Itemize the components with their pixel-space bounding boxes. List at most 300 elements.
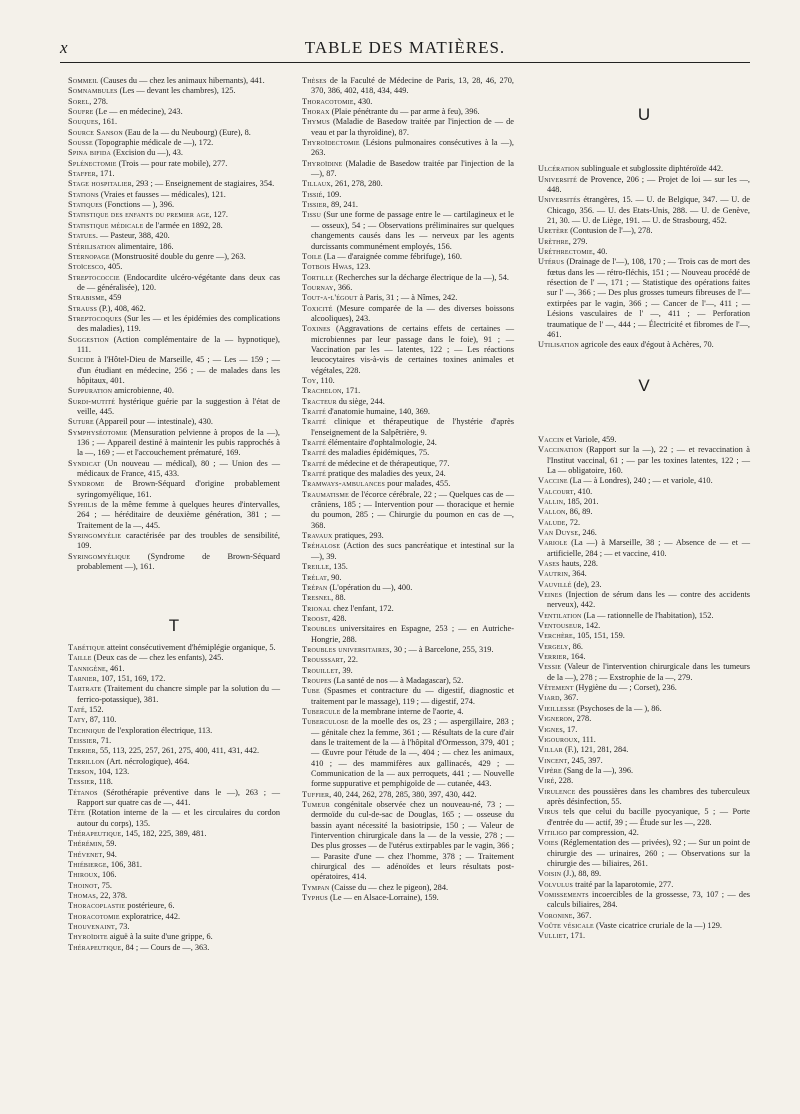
index-entry bbox=[68, 76, 280, 86]
entry-text: (Sur les — et les épidémies des complications des maladies), 119. bbox=[77, 313, 280, 334]
entry-text: (Sérothérapie préventive dans le —), 263 ; — Rapport sur quatre cas de —, 441. bbox=[77, 787, 280, 807]
entry-heading: Traité bbox=[302, 458, 326, 468]
index-entry bbox=[538, 580, 750, 590]
entry-heading: Sousse bbox=[68, 138, 93, 148]
entry-heading: Ulcération bbox=[538, 164, 580, 174]
index-entry bbox=[538, 611, 750, 621]
entry-heading: Universités bbox=[538, 195, 581, 205]
entry-text: (Topographie médicale de —), 172. bbox=[92, 138, 214, 148]
entry-heading: Toxines bbox=[302, 324, 331, 334]
entry-heading: Terson bbox=[68, 766, 94, 776]
entry-heading: Thiébierge bbox=[68, 860, 107, 870]
entry-text: de la moelle des os, 23 ; — aspergillaire, 283 ; — génitale chez la femme, 361 ; — Résultats de la cure d'air dans le traitement de la — à l'hôpital d'Ormesson, 379, 401 ; — Œuvre pour l'étude de la —, 404 ; — chez les animaux, 410 ; — des mammifères aux gallinacés, 429 ; — Communication de la — aux perroquets, 441 ; — Nouvelle forme suppurative et pemphigoïde de — cutanée, 443. bbox=[311, 717, 514, 789]
index-entry bbox=[538, 735, 750, 745]
index-entry bbox=[302, 293, 514, 303]
index-entry bbox=[68, 500, 280, 531]
index-entry bbox=[538, 704, 750, 714]
index-entry bbox=[68, 293, 280, 303]
entry-text: (Hygiène du — ; Corset), 236. bbox=[573, 683, 677, 693]
entry-text: pratique des maladies des yeux, 24. bbox=[325, 469, 446, 479]
index-entry bbox=[68, 242, 280, 252]
entry-heading: Trélat bbox=[302, 572, 327, 582]
entry-heading: Statues bbox=[68, 231, 96, 241]
entry-text: de Provence, 206 ; — Projet de loi — sur les —, 448. bbox=[547, 174, 750, 195]
index-entry bbox=[302, 397, 514, 407]
entry-heading: Surdi-mutité bbox=[68, 396, 116, 406]
index-column-1 bbox=[68, 76, 280, 953]
index-entry bbox=[538, 828, 750, 838]
entry-heading: Urèthre bbox=[538, 236, 569, 246]
entry-heading: Tréhalose bbox=[302, 541, 341, 551]
entry-text: de la membrane interne de l'aorte, 4. bbox=[340, 706, 464, 716]
index-column-2 bbox=[302, 76, 514, 904]
entry-heading: Vergely bbox=[538, 641, 569, 651]
entry-text: , 366. bbox=[333, 282, 353, 292]
entry-heading: Thymus bbox=[302, 117, 330, 127]
entry-text: , 428. bbox=[327, 613, 347, 623]
index-entry bbox=[538, 911, 750, 921]
entry-heading: Terrillon bbox=[68, 756, 105, 766]
index-entry bbox=[302, 200, 514, 210]
index-entry bbox=[68, 901, 280, 911]
index-entry bbox=[538, 683, 750, 693]
entry-heading: Trachelon bbox=[302, 386, 342, 396]
entry-text: , 367. bbox=[572, 910, 592, 920]
index-entry bbox=[302, 448, 514, 458]
entry-heading: Taty bbox=[68, 715, 86, 725]
entry-text: , 127. bbox=[209, 210, 228, 220]
index-entry bbox=[538, 340, 750, 350]
entry-heading: Vigouroux bbox=[538, 734, 578, 744]
entry-text: tels que celui du bacille pyocyanique, 5 ; — Porte d'entrée du — actif, 39 ; — Étude sur les —, 228. bbox=[547, 807, 750, 827]
entry-text: (Action complémentaire de la — hypnotique), 111. bbox=[77, 334, 280, 354]
index-entry bbox=[538, 237, 750, 247]
entry-text: , 109. bbox=[322, 189, 342, 199]
entry-text: (F.), 121, 281, 284. bbox=[562, 745, 629, 755]
entry-text: , 22, 378. bbox=[95, 891, 128, 901]
entry-text: des poussières dans les chambres des tuberculeux après désinfection, 55. bbox=[547, 786, 750, 806]
entry-heading: Veines bbox=[538, 590, 563, 600]
index-entry bbox=[538, 931, 750, 941]
entry-heading: Syringomyélique bbox=[68, 551, 131, 561]
entry-heading: Verchère bbox=[538, 631, 573, 641]
entry-text: . — Pasteur, 388, 420. bbox=[95, 231, 170, 241]
index-entry bbox=[302, 386, 514, 396]
entry-heading: Strauss bbox=[68, 303, 98, 313]
entry-text: , 246. bbox=[578, 527, 597, 537]
index-entry bbox=[302, 593, 514, 603]
index-entry bbox=[68, 757, 280, 767]
entry-heading: Ventilation bbox=[538, 610, 582, 620]
index-entry bbox=[68, 386, 280, 396]
entry-heading: Thévenet bbox=[68, 849, 103, 859]
entry-text: (de), 23. bbox=[571, 579, 602, 589]
index-entry bbox=[68, 746, 280, 756]
entry-text: , 39. bbox=[338, 665, 353, 675]
index-entry bbox=[302, 304, 514, 325]
index-entry bbox=[538, 195, 750, 226]
entry-heading: Toile bbox=[302, 251, 322, 261]
index-entry bbox=[302, 800, 514, 883]
index-entry bbox=[68, 210, 280, 220]
index-entry bbox=[68, 117, 280, 127]
index-entry bbox=[538, 507, 750, 517]
entry-heading: Vallon bbox=[538, 507, 566, 517]
entry-heading: Thoinot bbox=[68, 880, 98, 890]
index-entry bbox=[68, 397, 280, 418]
entry-text: (Sur une forme de passage entre le — cartilagineux et le — osseux), 54 ; — Observations préliminaires sur quelques changements causés dans les — nerveux par les agents durcissants communément employés, 156. bbox=[311, 210, 514, 251]
index-entry bbox=[302, 417, 514, 438]
entry-text: (Mesure comparée de la — des diverses boissons alcooliques), 243. bbox=[311, 303, 514, 323]
entry-heading: Thérapeutique bbox=[68, 829, 122, 839]
entry-text: , 461. bbox=[105, 663, 125, 673]
entry-text: (Excision du —), 43. bbox=[111, 148, 183, 158]
entry-heading: Technique bbox=[68, 725, 106, 735]
entry-text: postérieure, 6. bbox=[125, 901, 175, 911]
index-entry bbox=[302, 76, 514, 97]
entry-heading: Syphilis bbox=[68, 500, 98, 510]
entry-heading: Utilisation bbox=[538, 340, 579, 350]
entry-text: , 110. bbox=[316, 375, 335, 385]
entry-text: , 86. bbox=[568, 641, 583, 651]
entry-heading: Troubles bbox=[302, 624, 337, 634]
entry-heading: Vignes bbox=[538, 724, 563, 734]
entry-heading: Ventouseur bbox=[538, 621, 582, 631]
entry-text: de Brown-Séquard d'origine probablement syringomyélique, 161. bbox=[77, 479, 280, 499]
index-entry bbox=[538, 807, 750, 828]
entry-text: , 40. bbox=[592, 247, 608, 257]
index-entry bbox=[538, 590, 750, 611]
entry-heading: Stérilisation bbox=[68, 241, 116, 251]
index-entry bbox=[538, 528, 750, 538]
index-entry bbox=[302, 686, 514, 707]
entry-text: (L'opération du —), 400. bbox=[327, 582, 413, 592]
index-entry bbox=[538, 247, 750, 257]
entry-heading: Voûte vésicale bbox=[538, 921, 594, 931]
entry-text: (Causes du — chez les animaux hibernants), 441. bbox=[98, 76, 265, 85]
index-entry bbox=[68, 314, 280, 335]
entry-text: , 164. bbox=[566, 652, 586, 662]
index-entry bbox=[68, 459, 280, 480]
entry-heading: Traité bbox=[302, 469, 326, 479]
index-entry bbox=[302, 624, 514, 645]
index-entry bbox=[302, 717, 514, 789]
index-entry bbox=[68, 531, 280, 552]
entry-text: , 171. bbox=[566, 931, 586, 941]
index-entry bbox=[302, 541, 514, 562]
index-entry bbox=[68, 107, 280, 117]
entry-heading: Troupes bbox=[302, 675, 332, 685]
entry-heading: Stations bbox=[68, 189, 99, 199]
index-entry bbox=[302, 562, 514, 572]
entry-text: , 405. bbox=[103, 262, 123, 272]
index-entry bbox=[302, 159, 514, 180]
index-entry bbox=[302, 490, 514, 531]
index-entry bbox=[68, 664, 280, 674]
entry-text: et Variole, 459. bbox=[563, 434, 617, 444]
entry-text: , 30 ; — à Barcelone, 255, 319. bbox=[389, 644, 494, 654]
entry-heading: Voisin bbox=[538, 869, 562, 879]
index-entry bbox=[302, 790, 514, 800]
entry-heading: Thoracotomie bbox=[302, 96, 354, 106]
entry-heading: Soufre bbox=[68, 107, 94, 117]
entry-text: (Rotation interne de la — et les circulaires du cordon autour du corps), 135. bbox=[77, 808, 280, 828]
entry-heading: Thomas bbox=[68, 891, 96, 901]
index-entry bbox=[538, 631, 750, 641]
entry-text: (Valeur de l'intervention chirurgicale dans les tumeurs de la —), 278 ; — Exstrophie de la —, 279. bbox=[547, 662, 750, 682]
entry-text: (Drainage de l'—), 108, 170 ; — Trois cas de mort des fœtus dans les — rétro-fléchis, 151 ; — Nouveau procédé de résection de l' —, 171 ; — Statistique des opérations faites sur l' —, 366 ; — Des plus grosses tumeurs fibreuses de l'— extirpées par le vagin, 366 ; — Cancer de l'—, 411 ; — Lésions vasculaires de l' —, 411 ; — Perforation traumatique de l' —, 444 ; — Électricité et fibromes de l'—, 461. bbox=[547, 257, 750, 339]
index-entry bbox=[538, 869, 750, 879]
entry-text: , 72. bbox=[565, 517, 581, 527]
entry-text: , 123. bbox=[351, 262, 371, 272]
entry-text: (Les — devant les chambres), 125. bbox=[117, 86, 236, 96]
index-entry bbox=[68, 179, 280, 189]
index-entry bbox=[538, 445, 750, 476]
entry-heading: Vaccine bbox=[538, 476, 568, 486]
entry-text: (Monstruosité double du genre —), 263. bbox=[109, 251, 246, 261]
entry-heading: Streptocoques bbox=[68, 313, 122, 323]
entry-text: (Rapport sur la —), 22 ; — et revaccination à l'Institut vaccinal, 61 ; — par les toxines latentes, 122 ; — La — obligatoire, 160. bbox=[547, 445, 750, 475]
entry-text: (Art. nécrologique), 464. bbox=[104, 756, 190, 766]
index-entry bbox=[538, 890, 750, 911]
index-entry bbox=[68, 674, 280, 684]
entry-heading: Traité bbox=[302, 407, 326, 416]
entry-heading: Thérapeutique bbox=[68, 942, 122, 952]
index-entry bbox=[68, 788, 280, 809]
entry-text: élémentaire d'ophtalmologie, 24. bbox=[325, 438, 437, 448]
entry-text: hystérique guérie par la suggestion à l'état de veille, 445. bbox=[77, 396, 280, 416]
entry-heading: Traité bbox=[302, 417, 326, 427]
index-entry bbox=[302, 262, 514, 272]
index-entry bbox=[538, 714, 750, 724]
entry-text: (Action des sucs pancréatique et intestinal sur la —), 39. bbox=[311, 541, 514, 561]
entry-text: , 261, 278, 280. bbox=[330, 179, 383, 189]
entry-heading: Tarnier bbox=[68, 673, 97, 683]
entry-text: (Vraies et fausses — médicales), 121. bbox=[98, 189, 226, 199]
index-entry bbox=[68, 304, 280, 314]
entry-text: (Mensuration pelvienne à propos de la —), 136 ; — Appareil destiné à maintenir les pubis rapprochés à la —, 169 ; — et l'accouchement prématuré, 169. bbox=[77, 427, 280, 458]
entry-text: (Endocardite ulcéro-végétante dans deux cas de — généralisée), 120. bbox=[77, 272, 280, 292]
entry-heading: Suicide bbox=[68, 355, 95, 365]
entry-text: (Eau de la — du Neubourg) (Eure), 8. bbox=[122, 127, 251, 137]
index-entry bbox=[538, 487, 750, 497]
entry-text: (Maladie de Basedow traitée par l'injection de la —), 87. bbox=[311, 158, 514, 179]
entry-text: amicrobienne, 40. bbox=[112, 386, 174, 396]
entry-text: , 228. bbox=[554, 776, 574, 786]
entry-heading: Taté bbox=[68, 704, 85, 714]
entry-heading: Thyroïdite bbox=[68, 932, 108, 942]
entry-text: chez l'enfant, 172. bbox=[331, 603, 394, 613]
entry-heading: Voies bbox=[538, 838, 559, 848]
entry-heading: Vipère bbox=[538, 765, 562, 775]
entry-heading: Spina bifida bbox=[68, 148, 112, 158]
index-entry bbox=[302, 573, 514, 583]
entry-heading: Traité bbox=[302, 438, 326, 448]
entry-text: universitaires en Espagne, 253 ; — en Autriche-Hongrie, 288. bbox=[311, 624, 514, 644]
entry-heading: Syringomyélie bbox=[68, 531, 122, 541]
entry-text: hauts, 228. bbox=[559, 559, 598, 568]
entry-text: (La — à Londres), 240 ; — et variole, 410. bbox=[567, 476, 713, 486]
index-entry bbox=[68, 552, 280, 573]
entry-heading: Vêtement bbox=[538, 683, 574, 693]
entry-heading: Vessie bbox=[538, 662, 562, 672]
entry-heading: Tétanos bbox=[68, 787, 98, 797]
index-entry bbox=[68, 221, 280, 231]
index-entry bbox=[302, 604, 514, 614]
entry-heading: Vigneron bbox=[538, 714, 573, 724]
entry-text: (Plaie pénétrante du — par arme à feu), 396. bbox=[329, 107, 480, 117]
entry-text: du siège, 244. bbox=[336, 396, 385, 406]
entry-text: (Lésions pulmonaires consécutives à la —), 263. bbox=[311, 138, 514, 158]
entry-heading: Tympan bbox=[302, 882, 330, 892]
entry-text: , 161. bbox=[98, 117, 118, 127]
entry-text: exploratrice, 442. bbox=[119, 911, 181, 921]
entry-heading: Troubles universitaires bbox=[302, 644, 390, 654]
index-entry bbox=[302, 645, 514, 655]
entry-text: , 135. bbox=[329, 562, 348, 572]
index-entry bbox=[68, 428, 280, 459]
index-entry bbox=[302, 666, 514, 676]
entry-text: , 185, 201. bbox=[563, 496, 599, 506]
entry-text: , 293 ; — Enseignement de stagiaires, 354. bbox=[131, 179, 275, 189]
entry-text: , 17. bbox=[562, 724, 578, 734]
entry-heading: Stage hospitalier bbox=[68, 179, 132, 189]
entry-text: , 142. bbox=[581, 621, 601, 631]
index-column-3 bbox=[538, 76, 750, 942]
entry-text: (Maladie de Basedow traitée par l'injection de — de veau et par la thyroïdine), 87. bbox=[311, 117, 514, 137]
entry-heading: Syndicat bbox=[68, 458, 101, 468]
entry-heading: Strabisme bbox=[68, 293, 105, 303]
index-entry bbox=[538, 435, 750, 445]
entry-heading: Variole bbox=[538, 538, 568, 548]
entry-heading: Trouillet bbox=[302, 665, 339, 675]
entry-text: de médecine et de thérapeutique, 77. bbox=[325, 458, 450, 468]
index-entry bbox=[68, 715, 280, 725]
index-entry bbox=[538, 776, 750, 786]
index-entry bbox=[68, 684, 280, 705]
index-entry bbox=[538, 652, 750, 662]
entry-text: aiguë à la suite d'une grippe, 6. bbox=[107, 932, 213, 942]
index-entry bbox=[538, 559, 750, 569]
index-entry bbox=[302, 252, 514, 262]
index-entry bbox=[302, 283, 514, 293]
index-entry bbox=[538, 745, 750, 755]
index-entry bbox=[538, 621, 750, 631]
index-entry bbox=[302, 614, 514, 624]
entry-heading: Thorax bbox=[302, 107, 330, 117]
entry-heading: Tartrate bbox=[68, 684, 102, 694]
entry-heading: Tracteur bbox=[302, 396, 337, 406]
entry-heading: Suppuration bbox=[68, 386, 113, 396]
entry-text: , 40, 244, 262, 278, 285, 380, 397, 430, 442. bbox=[329, 789, 477, 799]
index-entry bbox=[302, 324, 514, 376]
entry-text: (Trois — pour rate mobile), 277. bbox=[116, 158, 228, 168]
entry-text: , 90. bbox=[326, 572, 342, 582]
entry-text: , 94. bbox=[102, 849, 117, 859]
index-entry bbox=[68, 705, 280, 715]
entry-heading: Tabétique bbox=[68, 642, 105, 652]
index-entry bbox=[68, 97, 280, 107]
entry-heading: Tissu bbox=[302, 210, 322, 220]
entry-text: (Aggravations de certains effets de certaines — microbiennes par leur passage dans le foie), 91 ; — Vaccination par les — latentes, 122 ; — Les réactions leucocytaires vis-à-vis de certaines toxines animales et végétales, 228. bbox=[311, 324, 514, 375]
entry-text: à l'Hôtel-Dieu de Marseille, 45 ; — Les — 159 ; — d'un étudiant en médecine, 256 ; — de malades dans les hôpitaux, 401. bbox=[77, 355, 280, 385]
entry-heading: Vaccination bbox=[538, 445, 583, 455]
index-entry bbox=[68, 736, 280, 746]
index-entry bbox=[538, 226, 750, 236]
entry-text: , 171. bbox=[95, 169, 115, 179]
entry-heading: Viard bbox=[538, 693, 560, 703]
entry-text: , 73. bbox=[114, 922, 130, 932]
entry-text: étrangères, 15. — U. de Belgique, 347. — U. de Chicago, 356. — U. des Etats-Unis, 288. — U. de Genève, 21, 30. — U. de Liège, 191. — U. de Strasbourg, 452. bbox=[547, 195, 750, 226]
entry-text: (Sang de la —), 396. bbox=[561, 765, 634, 775]
entry-heading: Trional bbox=[302, 603, 332, 613]
index-entry bbox=[68, 273, 280, 294]
section-letter-u: U bbox=[637, 105, 651, 124]
entry-text: , 84 ; — Cours de —, 363. bbox=[121, 942, 210, 952]
entry-heading: Traité bbox=[302, 448, 326, 458]
entry-text: de l'écorce cérébrale, 22 ; — Quelques cas de — crâniens, 185 ; — Intervention pour — thoracique et hernie du poumon, 285 ; — Chirurgie du poumon en cas de —, 368. bbox=[311, 489, 514, 530]
index-entry bbox=[538, 787, 750, 808]
entry-heading: Thyroïdine bbox=[302, 158, 343, 168]
entry-heading: Tout-a-l'égout bbox=[302, 293, 358, 303]
index-entry bbox=[68, 891, 280, 901]
entry-heading: Villar bbox=[538, 745, 563, 755]
index-entry bbox=[68, 829, 280, 839]
index-entry bbox=[68, 128, 280, 138]
entry-text: incoercibles de la grossesse, 73, 107 ; — des calculs biliaires, 284. bbox=[547, 890, 750, 910]
index-entry bbox=[302, 893, 514, 903]
entry-text: , 171. bbox=[341, 386, 361, 396]
entry-heading: Tumeur bbox=[302, 800, 330, 810]
index-entry bbox=[68, 870, 280, 880]
index-entry bbox=[538, 921, 750, 931]
index-entry bbox=[538, 693, 750, 703]
index-entry bbox=[538, 642, 750, 652]
entry-heading: Tube bbox=[302, 686, 320, 696]
entry-text: (P.), 408, 462. bbox=[97, 303, 146, 313]
index-entry bbox=[538, 662, 750, 683]
entry-heading: Terrier bbox=[68, 746, 96, 756]
entry-heading: Vautrin bbox=[538, 569, 569, 579]
entry-heading: Vallin bbox=[538, 496, 564, 506]
entry-heading: Virus bbox=[538, 807, 559, 817]
index-entry bbox=[68, 881, 280, 891]
entry-heading: Thiroux bbox=[68, 870, 98, 880]
entry-text: , 278. bbox=[89, 96, 108, 106]
index-entry bbox=[302, 531, 514, 541]
entry-text: , 107, 151, 169, 172. bbox=[96, 673, 166, 683]
index-entry bbox=[68, 169, 280, 179]
index-entry bbox=[538, 725, 750, 735]
entry-text: par compression, 42. bbox=[567, 827, 639, 837]
entry-text: , 86, 89. bbox=[565, 507, 593, 517]
entry-heading: Valcourt bbox=[538, 486, 574, 496]
entry-heading: Uréthrectomie bbox=[538, 247, 593, 257]
entry-heading: Statiques bbox=[68, 200, 103, 210]
index-entry bbox=[68, 335, 280, 356]
entry-text: d'anatomie humaine, 140, 369. bbox=[325, 407, 430, 416]
entry-heading: Tramways-ambulances bbox=[302, 479, 386, 489]
entry-text: , 278. bbox=[572, 714, 592, 724]
entry-text: alimentaire, 186. bbox=[115, 241, 174, 251]
entry-heading: Toxicité bbox=[302, 303, 333, 313]
entry-text: , 104, 123. bbox=[93, 766, 130, 776]
entry-text: (Caisse du — chez le pigeon), 284. bbox=[329, 882, 449, 892]
entry-heading: Virulence bbox=[538, 786, 576, 796]
index-entry bbox=[538, 538, 750, 559]
entry-text: , 279. bbox=[568, 236, 588, 246]
section-letter-t: T bbox=[168, 615, 180, 635]
